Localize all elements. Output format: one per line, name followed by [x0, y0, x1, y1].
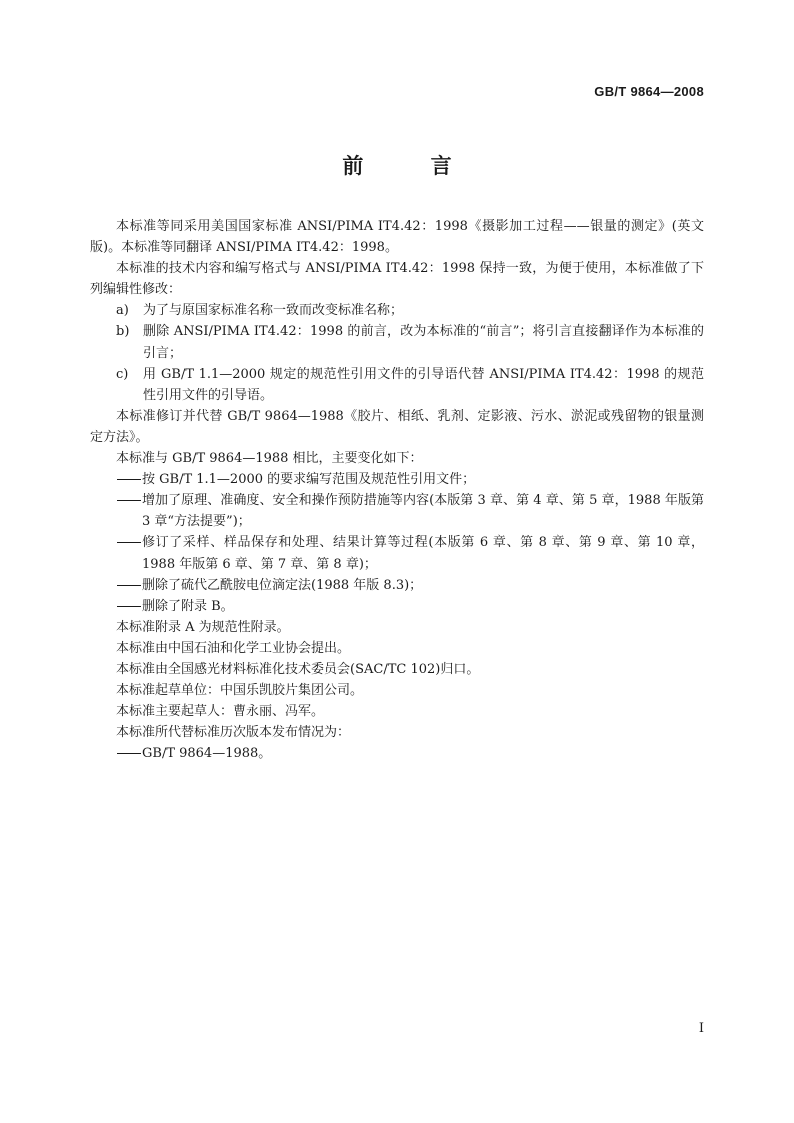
paragraph-committee: 本标准由全国感光材料标准化技术委员会(SAC/TC 102)归口。 — [116, 661, 480, 677]
dash-marker — [117, 542, 141, 543]
change-item-3 — [90, 532, 704, 574]
paragraph-drafters: 本标准主要起草人：曹永丽、冯军。 — [116, 704, 325, 720]
history-text-1: GB/T 9864—1988。 — [142, 746, 272, 762]
dash-marker — [117, 585, 141, 586]
paragraph-proposer: 本标准由中国石油和化学工业协会提出。 — [116, 640, 351, 656]
change-text-4: 删除了硫代乙酰胺电位滴定法(1988 年版 8.3)； — [142, 577, 423, 593]
paragraph-main-changes: 本标准与 GB/T 9864—1988 相比，主要变化如下： — [116, 451, 423, 467]
history-item-1 — [90, 743, 704, 764]
change-text-2: 增加了原理、准确度、安全和操作预防措施等内容(本版第 3 章、第 4 章、第 5 章，1988 年版第 3 章“方法提要”)； — [142, 493, 704, 530]
list-item-b — [90, 321, 704, 363]
change-item-4 — [90, 575, 704, 596]
list-marker-c: c) — [116, 366, 129, 382]
change-text-3: 修订了采样、样品保存和处理、结果计算等过程(本版第 6 章、第 8 章、第 9 章、第 10 章，1988 年版第 6 章、第 7 章、第 8 章)； — [142, 535, 704, 572]
standard-number: GB/T 9864—2008 — [594, 84, 704, 99]
paragraph-adoption: 本标准等同采用美国国家标准 ANSI/PIMA IT4.42：1998《摄影加工过程——银量的测定》(英文版)。本标准等同翻译 ANSI/PIMA IT4.42：1998。 — [90, 219, 704, 256]
change-text-5: 删除了附录 B。 — [142, 598, 234, 614]
change-item-1 — [90, 469, 704, 490]
paragraph-supersedes: 本标准修订并代替 GB/T 9864—1988《胶片、相纸、乳剂、定影液、污水、淤泥或残留物的银量测定方法》。 — [90, 408, 704, 445]
change-item-2 — [90, 490, 704, 532]
change-text-1: 按 GB/T 1.1—2000 的要求编写范围及规范性引用文件； — [142, 472, 476, 488]
dash-marker — [117, 606, 141, 607]
change-item-5 — [90, 596, 704, 617]
paragraph-history: 本标准所代替标准历次版本发布情况为： — [116, 725, 351, 741]
page-title: 前 言 — [342, 154, 482, 178]
list-text-a: 为了与原国家标准名称一致而改变标准名称； — [143, 303, 404, 319]
list-text-b: 删除 ANSI/PIMA IT4.42：1998 的前言，改为本标准的“前言”；将引言直接翻译作为本标准的引言； — [143, 324, 704, 361]
list-text-c: 用 GB/T 1.1—2000 规定的规范性引用文件的引导语代替 ANSI/PIMA IT4.42：1998 的规范性引用文件的引导语。 — [143, 366, 704, 403]
dash-marker — [117, 479, 141, 480]
list-item-a — [90, 300, 704, 321]
page-number: I — [698, 1021, 704, 1036]
list-item-c — [90, 364, 704, 406]
list-marker-b: b) — [116, 324, 130, 340]
dash-marker — [117, 753, 141, 754]
list-marker-a: a) — [116, 303, 129, 319]
paragraph-editorial-changes: 本标准的技术内容和编写格式与 ANSI/PIMA IT4.42：1998 保持一致，为便于使用，本标准做了下列编辑性修改： — [90, 261, 704, 298]
dash-marker — [117, 500, 141, 501]
paragraph-drafting-unit: 本标准起草单位：中国乐凯胶片集团公司。 — [116, 683, 364, 699]
paragraph-annex: 本标准附录 A 为规范性附录。 — [116, 619, 290, 635]
foreword-body — [90, 216, 704, 764]
